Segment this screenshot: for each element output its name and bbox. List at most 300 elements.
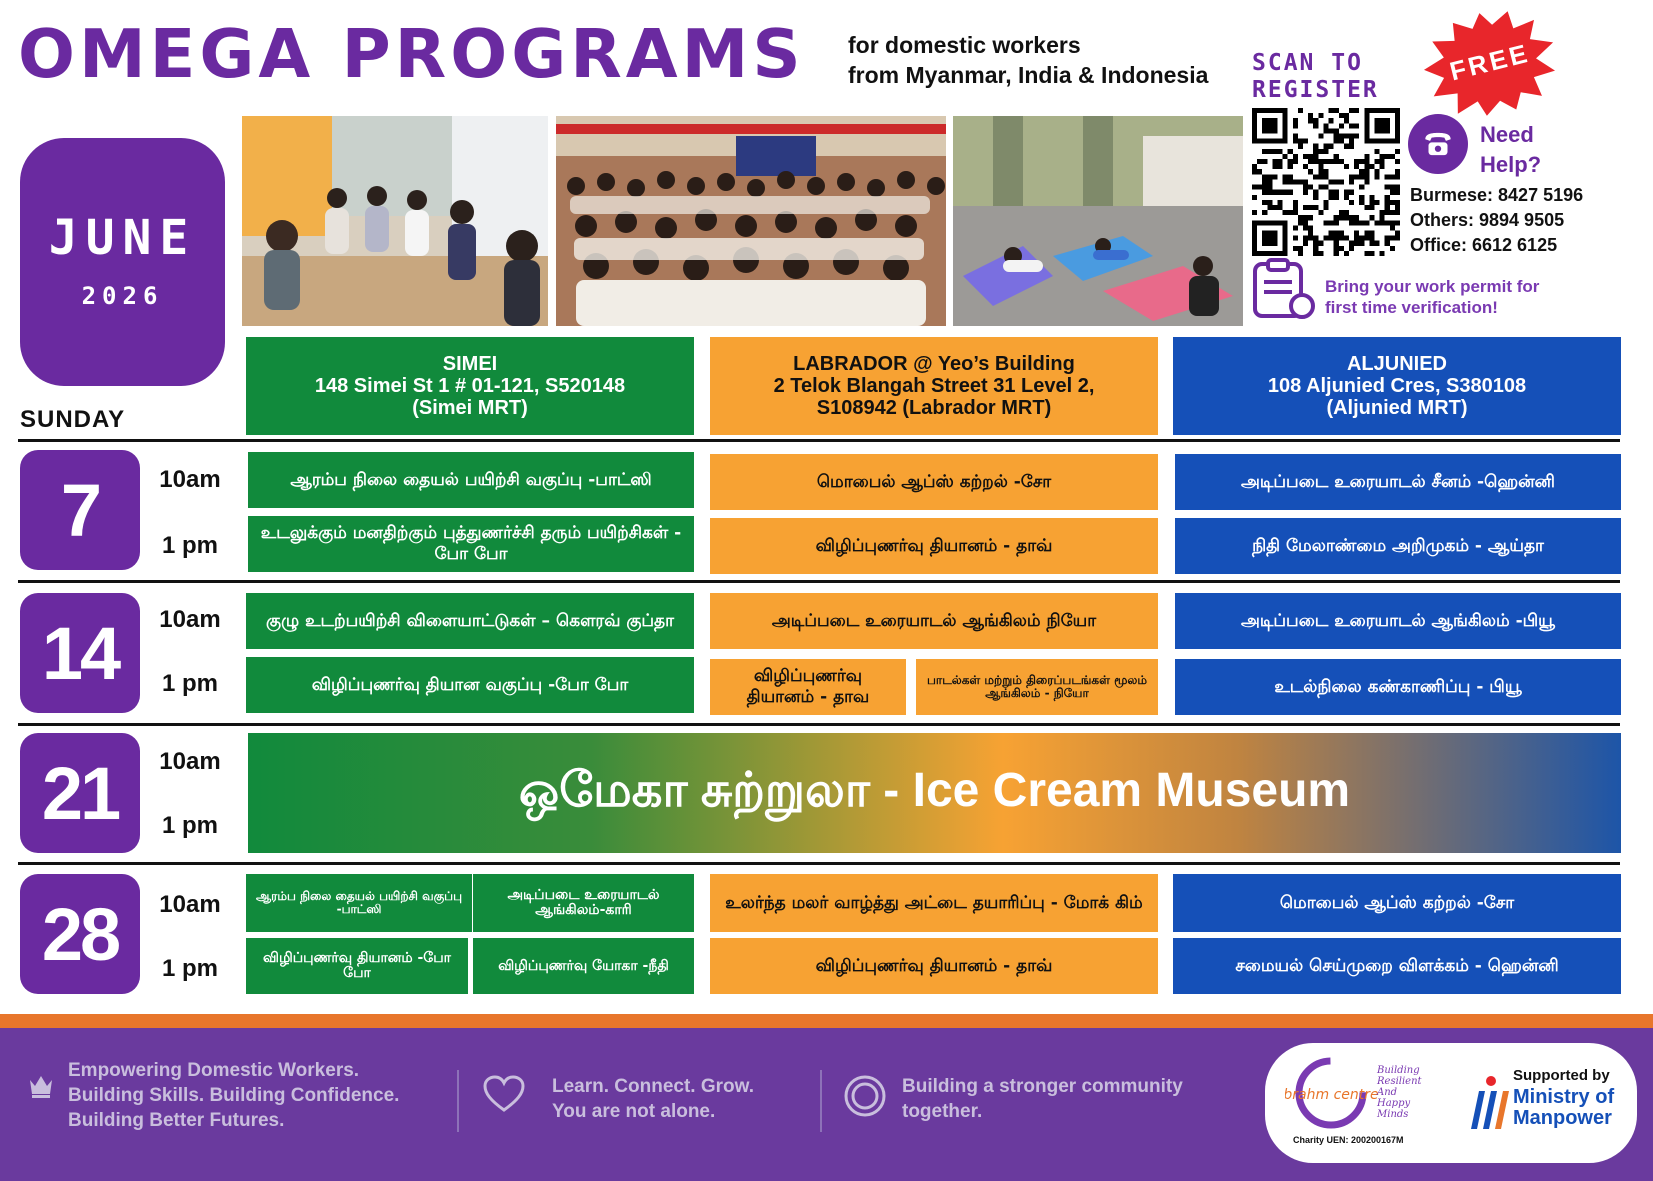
qr-module xyxy=(1267,190,1272,195)
date-badge-14: 14 xyxy=(20,593,140,713)
location-simei xyxy=(246,337,694,435)
qr-module xyxy=(1385,185,1390,190)
qr-module xyxy=(1252,210,1257,215)
qr-module xyxy=(1303,236,1308,241)
need-help-line-1: Need xyxy=(1480,122,1534,147)
qr-module xyxy=(1344,144,1349,149)
qr-module xyxy=(1313,154,1318,159)
qr-module xyxy=(1385,195,1390,200)
qr-module xyxy=(1272,164,1277,169)
qr-module xyxy=(1349,200,1354,205)
location-address: 148 Simei St 1 # 01-121, S520148 xyxy=(314,375,626,397)
qr-module xyxy=(1334,215,1339,220)
qr-module xyxy=(1303,179,1308,184)
qr-module xyxy=(1395,190,1400,195)
free-badge xyxy=(1420,8,1560,118)
qr-module xyxy=(1293,210,1298,215)
qr-module xyxy=(1334,220,1339,225)
session-d7-am-simei[interactable]: ஆரம்ப நிலை தையல் பயிற்சி வகுப்பு -பாட்ஸி xyxy=(248,452,694,508)
qr-module xyxy=(1293,246,1298,251)
qr-module xyxy=(1313,241,1318,246)
qr-module xyxy=(1369,251,1374,256)
subtitle xyxy=(848,30,1208,90)
qr-module xyxy=(1364,236,1369,241)
session-d14-pm-simei[interactable]: விழிப்புணர்வு தியான வகுப்பு -போ போ xyxy=(246,657,694,713)
qr-module xyxy=(1329,236,1334,241)
qr-module xyxy=(1313,246,1318,251)
qr-module xyxy=(1323,123,1328,128)
qr-module xyxy=(1334,251,1339,256)
qr-module xyxy=(1374,241,1379,246)
page-title: OMEGA PROGRAMS xyxy=(18,15,805,93)
qr-module xyxy=(1395,230,1400,235)
location-name: SIMEI xyxy=(442,353,498,375)
row-divider xyxy=(18,580,1620,583)
qr-module xyxy=(1323,159,1328,164)
contact-burmese: Burmese: 8427 5196 xyxy=(1410,185,1584,205)
qr-module xyxy=(1318,159,1323,164)
footer-block-3 xyxy=(902,1074,1183,1124)
qr-module xyxy=(1380,164,1385,169)
footer-divider xyxy=(457,1070,459,1132)
qr-module xyxy=(1313,149,1318,154)
qr-module xyxy=(1272,149,1277,154)
session-d7-pm-simei[interactable]: உடலுக்கும் மனதிற்கும் புத்துணர்ச்சி தரும் பயிற்சிகள் - போ போ xyxy=(248,516,694,572)
qr-module xyxy=(1390,236,1395,241)
qr-module xyxy=(1339,113,1344,118)
qr-module xyxy=(1267,200,1272,205)
qr-module xyxy=(1385,205,1390,210)
qr-module xyxy=(1293,236,1298,241)
footer-block-1 xyxy=(68,1058,399,1133)
qr-module xyxy=(1272,159,1277,164)
location-address: 2 Telok Blangah Street 31 Level 2, xyxy=(773,375,1095,397)
qr-module xyxy=(1308,159,1313,164)
qr-module xyxy=(1334,230,1339,235)
row-divider xyxy=(18,439,1620,442)
time-10am: 10am xyxy=(159,606,221,633)
tagline-word: Building xyxy=(1377,1065,1420,1076)
qr-module xyxy=(1349,139,1354,144)
session-d14-pm-labrador-a[interactable]: விழிப்புணர்வு தியானம் - தாவ xyxy=(710,659,906,715)
qr-module xyxy=(1262,179,1267,184)
crown-icon xyxy=(26,1070,56,1104)
qr-module xyxy=(1349,134,1354,139)
month-year: 2026 xyxy=(81,282,164,310)
qr-module xyxy=(1395,185,1400,190)
qr-module xyxy=(1364,164,1369,169)
location-aljunied xyxy=(1173,337,1621,435)
qr-module xyxy=(1303,190,1308,195)
qr-module xyxy=(1298,139,1303,144)
session-d28-am-labrador[interactable]: உலர்ந்த மலர் வாழ்த்து அட்டை தயாரிப்பு - மோக் கிம் xyxy=(710,874,1158,932)
session-d7-am-aljunied[interactable]: அடிப்படை உரையாடல் சீனம் -ஹென்னி xyxy=(1175,454,1621,510)
permit-notice xyxy=(1325,276,1539,318)
qr-module xyxy=(1344,113,1349,118)
charity-uen: Charity UEN: 200200167M xyxy=(1293,1135,1404,1145)
qr-module xyxy=(1257,169,1262,174)
qr-module xyxy=(1364,220,1369,225)
qr-module xyxy=(1318,241,1323,246)
footer-text: Building Skills. Building Confidence. xyxy=(68,1085,400,1106)
qr-module xyxy=(1334,154,1339,159)
qr-module xyxy=(1313,251,1318,256)
tagline-word: Minds xyxy=(1377,1109,1409,1120)
qr-module xyxy=(1313,195,1318,200)
qr-module xyxy=(1262,210,1267,215)
location-name: LABRADOR @ Yeo’s Building xyxy=(793,353,1075,375)
qr-module xyxy=(1354,230,1359,235)
qr-module xyxy=(1298,144,1303,149)
brahm-name: brahm centre xyxy=(1285,1087,1379,1103)
qr-module xyxy=(1262,149,1267,154)
date-badge-21: 21 xyxy=(20,733,140,853)
qr-module xyxy=(1349,174,1354,179)
qr-module xyxy=(1344,215,1349,220)
subtitle-line-1: for domestic workers xyxy=(848,32,1081,58)
qr-module xyxy=(1313,174,1318,179)
row-divider xyxy=(18,862,1620,865)
subtitle-line-2: from Myanmar, India & Indonesia xyxy=(848,62,1209,88)
qr-module xyxy=(1293,200,1298,205)
qr-module xyxy=(1390,220,1395,225)
qr-module xyxy=(1354,134,1359,139)
qr-module xyxy=(1329,190,1334,195)
time-1pm: 1 pm xyxy=(161,955,218,982)
location-mrt: S108942 (Labrador MRT) xyxy=(816,397,1052,419)
qr-module xyxy=(1349,179,1354,184)
session-d28-pm-simei-a[interactable]: விழிப்புணர்வு தியானம் -போ போ xyxy=(246,938,468,994)
free-label: FREE xyxy=(1446,37,1533,87)
qr-module xyxy=(1349,241,1354,246)
time-1pm: 1 pm xyxy=(161,670,218,697)
qr-module xyxy=(1385,220,1390,225)
qr-module xyxy=(1385,174,1390,179)
qr-module xyxy=(1354,220,1359,225)
clipboard-icon xyxy=(1252,258,1318,320)
qr-module xyxy=(1364,205,1369,210)
qr-module xyxy=(1334,108,1339,113)
qr-module xyxy=(1293,159,1298,164)
footer-block-2 xyxy=(552,1074,754,1124)
time-10am: 10am xyxy=(159,748,221,775)
scan-line-2: REGISTER xyxy=(1252,77,1379,103)
qr-module xyxy=(1374,200,1379,205)
qr-module xyxy=(1339,134,1344,139)
qr-module xyxy=(1323,128,1328,133)
qr-module xyxy=(1308,215,1313,220)
qr-module xyxy=(1395,159,1400,164)
qr-module xyxy=(1278,190,1283,195)
qr-module xyxy=(1293,225,1298,230)
qr-module xyxy=(1334,134,1339,139)
qr-module xyxy=(1390,185,1395,190)
qr-module xyxy=(1293,179,1298,184)
time-10am: 10am xyxy=(159,466,221,493)
qr-module xyxy=(1298,215,1303,220)
qr-module xyxy=(1298,179,1303,184)
qr-module xyxy=(1359,200,1364,205)
session-d28-am-aljunied[interactable]: மொபைல் ஆப்ஸ் கற்றல் -சோ xyxy=(1173,874,1621,932)
qr-module xyxy=(1303,185,1308,190)
location-labrador xyxy=(710,337,1158,435)
qr-module xyxy=(1267,179,1272,184)
qr-module xyxy=(1329,118,1334,123)
qr-module xyxy=(1283,179,1288,184)
qr-module xyxy=(1293,205,1298,210)
contact-others: Others: 9894 9505 xyxy=(1410,210,1565,230)
qr-module xyxy=(1354,215,1359,220)
qr-module xyxy=(1395,236,1400,241)
qr-module xyxy=(1369,205,1374,210)
qr-module xyxy=(1329,230,1334,235)
photo-yoga xyxy=(953,116,1243,326)
contact-list xyxy=(1410,183,1583,258)
qr-module xyxy=(1323,169,1328,174)
qr-module xyxy=(1390,210,1395,215)
qr-module xyxy=(1380,210,1385,215)
qr-module xyxy=(1318,174,1323,179)
qr-module xyxy=(1288,164,1293,169)
tagline-word: Resilient xyxy=(1377,1076,1422,1087)
qr-module xyxy=(1252,164,1257,169)
qr-module xyxy=(1252,169,1257,174)
month-name: JUNE xyxy=(48,210,197,266)
qr-module xyxy=(1318,113,1323,118)
qr-module xyxy=(1303,139,1308,144)
qr-module xyxy=(1354,123,1359,128)
qr-module xyxy=(1344,190,1349,195)
qr-module xyxy=(1364,179,1369,184)
qr-module xyxy=(1303,225,1308,230)
qr-module xyxy=(1354,159,1359,164)
time-10am: 10am xyxy=(159,891,221,918)
photo-group xyxy=(556,116,946,326)
qr-module xyxy=(1323,200,1328,205)
qr-module xyxy=(1369,195,1374,200)
qr-module xyxy=(1364,251,1369,256)
qr-module xyxy=(1354,164,1359,169)
qr-module xyxy=(1364,174,1369,179)
qr-module xyxy=(1272,190,1277,195)
qr-module xyxy=(1339,179,1344,184)
phone-icon xyxy=(1408,114,1468,174)
qr-module xyxy=(1390,200,1395,205)
qr-module xyxy=(1329,159,1334,164)
ministry-line-2: Manpower xyxy=(1513,1107,1612,1129)
qr-module xyxy=(1369,236,1374,241)
qr-module xyxy=(1293,154,1298,159)
qr-module xyxy=(1364,230,1369,235)
qr-module xyxy=(1262,185,1267,190)
qr-module xyxy=(1359,236,1364,241)
weekday-label: SUNDAY xyxy=(20,406,126,433)
heart-icon xyxy=(482,1074,526,1118)
qr-module xyxy=(1293,123,1298,128)
location-mrt: (Aljunied MRT) xyxy=(1326,397,1468,419)
photo-classroom xyxy=(242,116,548,326)
qr-module xyxy=(1318,210,1323,215)
qr-module xyxy=(1278,159,1283,164)
time-1pm: 1 pm xyxy=(161,532,218,559)
qr-module xyxy=(1318,164,1323,169)
excursion-banner[interactable]: ஒமேகா சுற்றுலா - Ice Cream Museum xyxy=(248,733,1621,853)
qr-module xyxy=(1354,236,1359,241)
scan-to-register xyxy=(1252,50,1402,104)
permit-line-1: Bring your work permit for xyxy=(1325,277,1540,296)
qr-module xyxy=(1390,246,1395,251)
permit-line-2: first time verification! xyxy=(1325,298,1498,317)
date-badge-7: 7 xyxy=(20,450,140,570)
session-d7-pm-aljunied[interactable]: நிதி மேலாண்மை அறிமுகம் - ஆய்தா xyxy=(1175,518,1621,574)
qr-module xyxy=(1278,164,1283,169)
qr-module xyxy=(1374,169,1379,174)
qr-module xyxy=(1385,241,1390,246)
qr-module xyxy=(1278,200,1283,205)
qr-module xyxy=(1329,128,1334,133)
qr-module xyxy=(1364,169,1369,174)
qr-module xyxy=(1395,174,1400,179)
qr-module xyxy=(1374,174,1379,179)
qr-module xyxy=(1283,154,1288,159)
qr-module xyxy=(1329,108,1334,113)
qr-module xyxy=(1267,205,1272,210)
qr-module xyxy=(1339,236,1344,241)
qr-module xyxy=(1288,149,1293,154)
qr-module xyxy=(1369,241,1374,246)
qr-module xyxy=(1288,159,1293,164)
qr-module xyxy=(1323,149,1328,154)
qr-module xyxy=(1359,195,1364,200)
qr-module xyxy=(1369,230,1374,235)
qr-module xyxy=(1339,246,1344,251)
supported-by: Supported by xyxy=(1513,1067,1610,1084)
qr-module xyxy=(1374,220,1379,225)
qr-module xyxy=(1395,200,1400,205)
qr-module xyxy=(1395,149,1400,154)
qr-module xyxy=(1323,236,1328,241)
session-d28-am-simei-b[interactable]: அடிப்படை உரையாடல் ஆங்கிலம்-காரி xyxy=(473,874,694,932)
session-d14-pm-aljunied[interactable]: உடல்நிலை கண்காணிப்பு - பியூ xyxy=(1175,659,1621,715)
qr-module xyxy=(1359,174,1364,179)
qr-module xyxy=(1380,159,1385,164)
footer-accent-strip xyxy=(0,1014,1653,1028)
session-d14-pm-labrador-b[interactable]: பாடல்கள் மற்றும் திரைப்படங்கள் மூலம் ஆங்கிலம் - நியோ xyxy=(916,659,1158,715)
footer-text: together. xyxy=(902,1101,983,1122)
qr-module xyxy=(1390,225,1395,230)
time-1pm: 1 pm xyxy=(161,812,218,839)
qr-module xyxy=(1323,205,1328,210)
footer-text: Empowering Domestic Workers. xyxy=(68,1060,360,1081)
qr-module xyxy=(1334,236,1339,241)
qr-module xyxy=(1308,205,1313,210)
need-help-line-2: Help? xyxy=(1480,152,1542,177)
qr-module xyxy=(1395,210,1400,215)
qr-module xyxy=(1369,200,1374,205)
qr-module xyxy=(1252,195,1257,200)
qr-module xyxy=(1318,149,1323,154)
location-name: ALJUNIED xyxy=(1346,353,1447,375)
qr-module xyxy=(1303,154,1308,159)
qr-module xyxy=(1329,220,1334,225)
session-d14-am-aljunied[interactable]: அடிப்படை உரையாடல் ஆங்கிலம் -பியூ xyxy=(1175,593,1621,649)
qr-module xyxy=(1303,164,1308,169)
qr-module xyxy=(1359,241,1364,246)
qr-module xyxy=(1313,144,1318,149)
qr-module xyxy=(1339,123,1344,128)
qr-module xyxy=(1262,200,1267,205)
qr-module xyxy=(1385,154,1390,159)
contact-office: Office: 6612 6125 xyxy=(1410,235,1558,255)
qr-module xyxy=(1344,164,1349,169)
qr-module xyxy=(1359,185,1364,190)
qr-module xyxy=(1344,134,1349,139)
location-mrt: (Simei MRT) xyxy=(412,397,528,419)
scan-line-1: SCAN TO xyxy=(1252,50,1363,76)
qr-module xyxy=(1385,210,1390,215)
row-divider xyxy=(18,723,1620,726)
ministry-logo-icon xyxy=(1471,1073,1509,1137)
qr-module xyxy=(1349,246,1354,251)
qr-code[interactable] xyxy=(1252,108,1400,256)
qr-module xyxy=(1288,190,1293,195)
qr-module xyxy=(1349,220,1354,225)
session-d28-am-simei-a[interactable]: ஆரம்ப நிலை தையல் பயிற்சி வகுப்பு -பாட்ஸி xyxy=(246,874,472,932)
footer-text: Building a stronger community xyxy=(902,1076,1183,1097)
partner-logos xyxy=(1265,1043,1637,1163)
qr-module xyxy=(1262,190,1267,195)
qr-module xyxy=(1385,236,1390,241)
qr-module xyxy=(1318,251,1323,256)
qr-module xyxy=(1257,159,1262,164)
session-d14-am-labrador[interactable]: அடிப்படை உரையாடல் ஆங்கிலம் நியோ xyxy=(710,593,1158,649)
qr-module xyxy=(1344,236,1349,241)
qr-finder xyxy=(1262,230,1277,245)
qr-module xyxy=(1334,179,1339,184)
need-help xyxy=(1480,120,1541,180)
qr-module xyxy=(1303,215,1308,220)
qr-module xyxy=(1298,246,1303,251)
session-d7-am-labrador[interactable]: மொபைல் ஆப்ஸ் கற்றல் -சோ xyxy=(710,454,1158,510)
qr-module xyxy=(1344,118,1349,123)
qr-module xyxy=(1349,144,1354,149)
qr-module xyxy=(1267,149,1272,154)
qr-module xyxy=(1262,174,1267,179)
qr-module xyxy=(1308,225,1313,230)
footer-text: You are not alone. xyxy=(552,1101,716,1122)
qr-module xyxy=(1313,205,1318,210)
qr-module xyxy=(1318,169,1323,174)
qr-module xyxy=(1323,174,1328,179)
session-d14-am-simei[interactable]: குழு உடற்பயிற்சி விளையாட்டுகள் – கௌரவ் குப்தா xyxy=(246,593,694,649)
session-d7-pm-labrador[interactable]: விழிப்புணர்வு தியானம் - தாவ் xyxy=(710,518,1158,574)
qr-module xyxy=(1349,190,1354,195)
qr-module xyxy=(1395,169,1400,174)
qr-module xyxy=(1313,236,1318,241)
session-d28-pm-aljunied[interactable]: சமையல் செய்முறை விளக்கம் - ஹென்னி xyxy=(1173,938,1621,994)
qr-module xyxy=(1339,210,1344,215)
qr-module xyxy=(1390,190,1395,195)
brahm-tagline xyxy=(1377,1065,1422,1120)
qr-module xyxy=(1329,195,1334,200)
session-d28-pm-labrador[interactable]: விழிப்புணர்வு தியானம் - தாவ் xyxy=(710,938,1158,994)
qr-module xyxy=(1390,154,1395,159)
qr-module xyxy=(1288,179,1293,184)
qr-module xyxy=(1334,246,1339,251)
qr-module xyxy=(1262,159,1267,164)
qr-module xyxy=(1318,134,1323,139)
session-d28-pm-simei-b[interactable]: விழிப்புணர்வு யோகா -நீதி xyxy=(473,938,694,994)
